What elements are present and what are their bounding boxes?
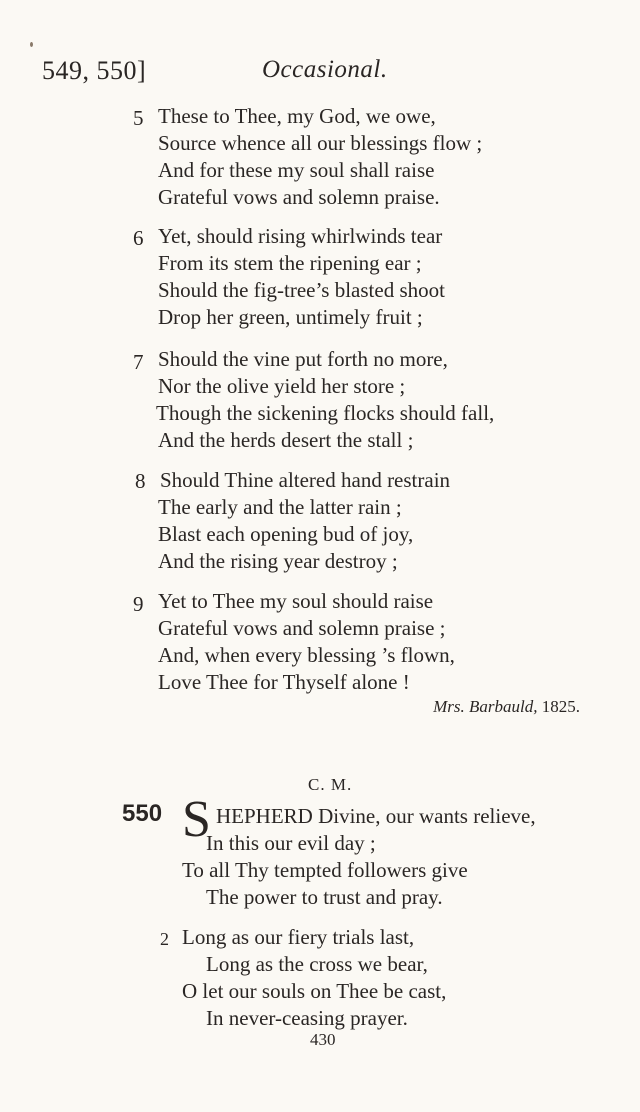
attribution xyxy=(433,697,580,717)
verse-line: O let our souls on Thee be cast, xyxy=(182,979,447,1003)
verse-line: Long as our fiery trials last, xyxy=(182,925,415,949)
meter-label: C. M. xyxy=(308,775,353,794)
verse-line: And, when every blessing ’s flown, xyxy=(158,643,455,667)
verse-line: From its stem the ripening ear ; xyxy=(158,251,422,275)
verse-line: Should the vine put forth no more, xyxy=(158,347,448,371)
stanza-number: 9 xyxy=(133,592,144,616)
verse-line: And for these my soul shall raise xyxy=(158,158,435,182)
verse-line: Source whence all our blessings flow ; xyxy=(158,131,483,155)
verse-line: The early and the latter rain ; xyxy=(158,495,402,519)
stanza-number: 8 xyxy=(135,469,146,493)
verse-line: Love Thee for Thyself alone ! xyxy=(158,670,410,694)
drop-cap: S xyxy=(182,791,211,848)
verse-line: HEPHERD Divine, our wants relieve, xyxy=(216,804,536,828)
section-title: Occasional. xyxy=(262,56,388,83)
hymn-numbers-header: 549, 550] xyxy=(42,56,147,85)
verse-line: And the rising year destroy ; xyxy=(158,549,398,573)
verse-line: In never-ceasing prayer. xyxy=(206,1006,408,1030)
stanza-number: 2 xyxy=(160,929,169,949)
verse-line: And the herds desert the stall ; xyxy=(158,428,414,452)
verse-line: In this our evil day ; xyxy=(206,831,376,855)
verse-line: The power to trust and pray. xyxy=(206,885,443,909)
verse-line: Though the sickening flocks should fall, xyxy=(156,401,495,425)
verse-line: Should the fig-tree’s blasted shoot xyxy=(158,278,445,302)
verse-line: Drop her green, untimely fruit ; xyxy=(158,305,423,329)
verse-line: Grateful vows and solemn praise ; xyxy=(158,616,446,640)
ink-speck xyxy=(30,42,33,47)
year: 1825. xyxy=(541,697,580,716)
verse-line: Blast each opening bud of joy, xyxy=(158,522,414,546)
verse-line: Grateful vows and solemn praise. xyxy=(158,185,440,209)
verse-line: Should Thine altered hand restrain xyxy=(160,468,451,492)
page-number: 430 xyxy=(310,1030,336,1049)
verse-line: Yet to Thee my soul should raise xyxy=(158,589,434,613)
verse-line: Long as the cross we bear, xyxy=(206,952,428,976)
stanza-number: 6 xyxy=(133,226,144,250)
verse-line: Nor the olive yield her store ; xyxy=(158,374,406,398)
hymn-number: 550 xyxy=(122,800,163,827)
verse-line: These to Thee, my God, we owe, xyxy=(158,104,436,128)
author-name: Mrs. Barbauld, xyxy=(433,697,538,716)
stanza-number: 7 xyxy=(133,350,144,374)
verse-line: To all Thy tempted followers give xyxy=(182,858,468,882)
stanza-number: 5 xyxy=(133,106,144,130)
verse-line: Yet, should rising whirlwinds tear xyxy=(158,224,443,248)
